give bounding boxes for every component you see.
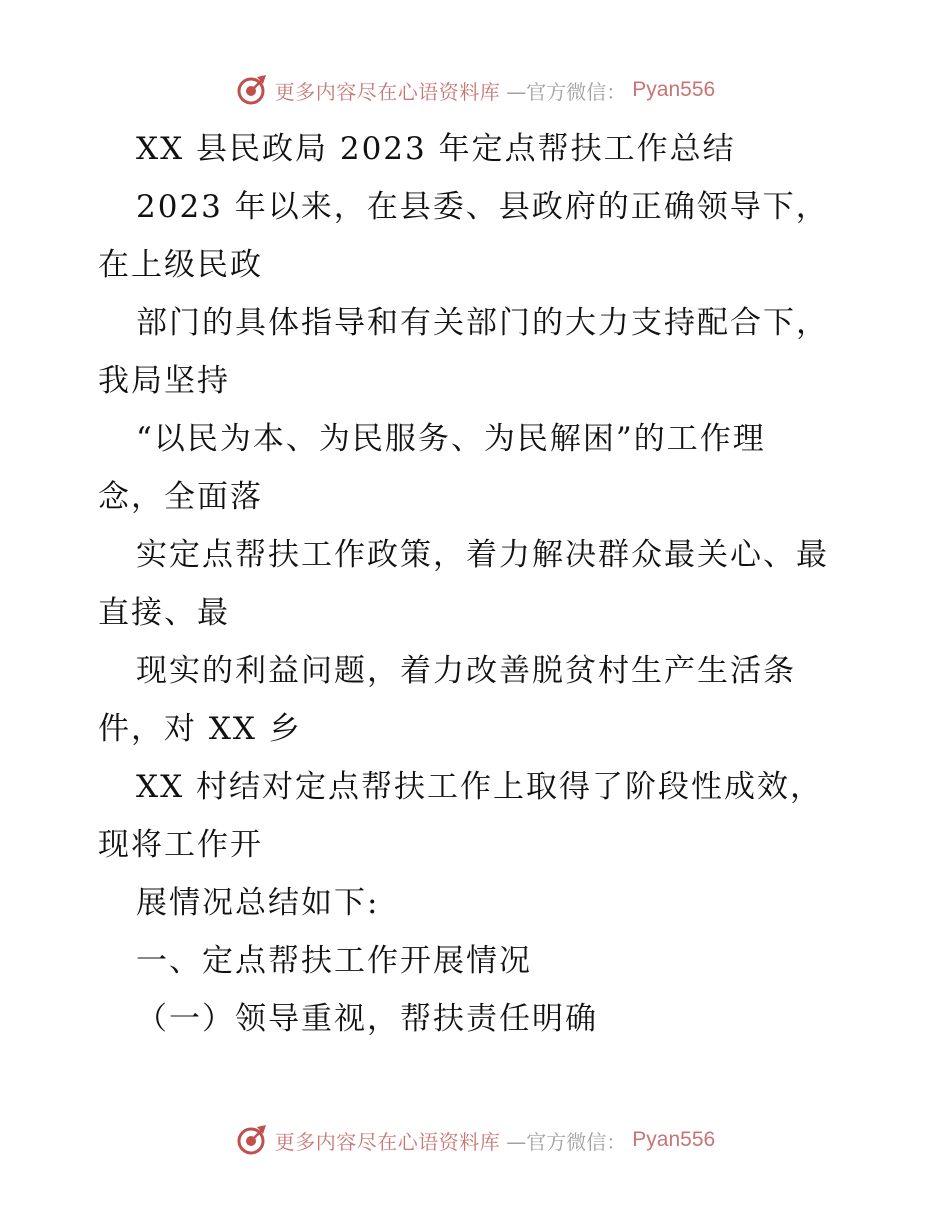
paragraph-line: 件，对 XX 乡: [98, 711, 302, 747]
banner-title: 更多内容尽在心语资料库: [274, 1129, 501, 1154]
header-watermark-banner: [0, 72, 950, 108]
paragraph-line: 在上级民政: [98, 247, 263, 283]
footer-watermark-banner: [0, 1122, 950, 1158]
paragraph-line: “以民为本、为民服务、为民解困”的工作理: [136, 421, 766, 457]
pen-logo-icon: [235, 73, 269, 107]
banner-wechat-id: Pyan556: [632, 78, 716, 101]
paragraph-line: 直接、最: [98, 595, 230, 631]
banner-title: 更多内容尽在心语资料库: [274, 79, 501, 104]
paragraph-line: 我局坚持: [98, 363, 230, 399]
banner-separator: —官方微信：: [506, 79, 627, 104]
paragraph-line: 实定点帮扶工作政策，着力解决群众最关心、最: [136, 537, 829, 573]
subsection-heading: （一）领导重视，帮扶责任明确: [136, 1001, 598, 1037]
paragraph-line: 现将工作开: [98, 827, 263, 863]
paragraph-line: 部门的具体指导和有关部门的大力支持配合下，: [136, 305, 829, 341]
paragraph-line: 念，全面落: [98, 479, 263, 515]
document-body: [98, 120, 878, 1048]
document-title: XX 县民政局 2023 年定点帮扶工作总结: [136, 131, 736, 167]
paragraph-line: 2023 年以来，在县委、县政府的正确领导下，: [136, 189, 829, 225]
paragraph-line: 展情况总结如下:: [136, 885, 380, 921]
paragraph-line: XX 村结对定点帮扶工作上取得了阶段性成效，: [136, 769, 823, 805]
banner-wechat-id: Pyan556: [632, 1128, 716, 1151]
banner-separator: —官方微信：: [506, 1129, 627, 1154]
section-heading: 一、定点帮扶工作开展情况: [136, 943, 532, 979]
pen-logo-icon: [235, 1123, 269, 1157]
paragraph-line: 现实的利益问题，着力改善脱贫村生产生活条: [136, 653, 796, 689]
